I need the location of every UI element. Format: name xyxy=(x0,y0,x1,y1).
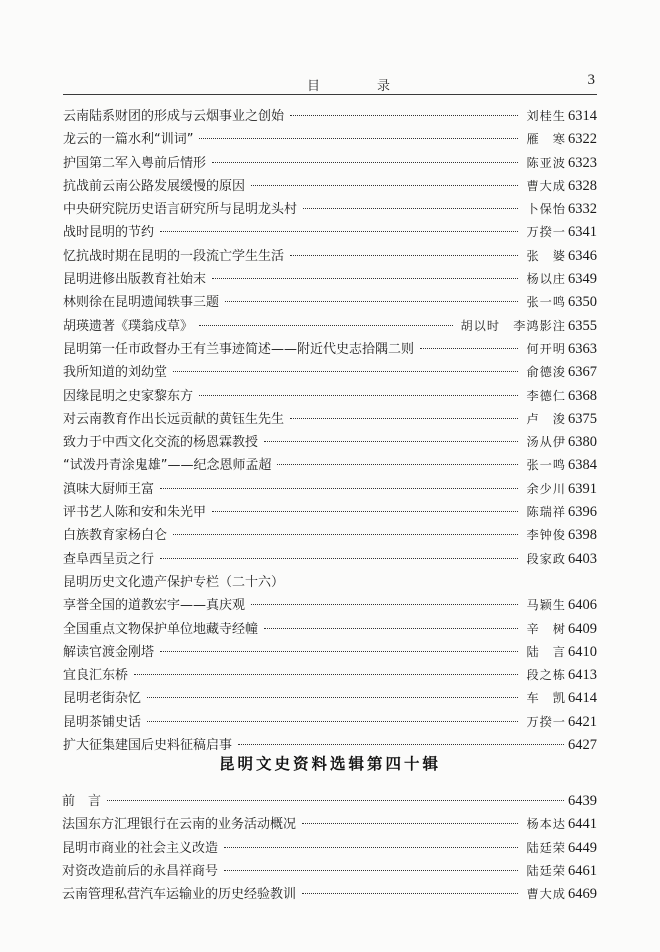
dot-leader xyxy=(302,892,518,894)
entry-page-number: 6368 xyxy=(568,387,597,404)
dot-leader xyxy=(147,720,518,722)
entry-page-number: 6363 xyxy=(568,340,597,357)
dot-leader xyxy=(160,230,518,232)
entry-author: 何开明 xyxy=(526,341,566,356)
entry-title: 我所知道的刘幼堂 xyxy=(63,365,168,381)
entry-title: 护国第二军入粤前后情形 xyxy=(63,155,207,171)
dot-leader xyxy=(199,394,518,396)
entry-title: “试泼丹青涂鬼雄”——纪念恩师孟超 xyxy=(63,458,272,474)
entry-page-number: 6410 xyxy=(568,643,597,660)
entry-author: 张一鸣 xyxy=(526,295,566,310)
entry-title: 云南管理私营汽车运输业的历史经验教训 xyxy=(62,887,297,903)
toc-entry[interactable] xyxy=(63,641,597,664)
entry-title: 昆明茶铺史话 xyxy=(63,714,142,730)
dot-leader xyxy=(264,627,518,629)
toc-entry[interactable] xyxy=(63,152,597,175)
entry-page-number: 6332 xyxy=(568,201,597,218)
entry-title: 昆明历史文化遗产保护专栏（二十六） xyxy=(63,574,285,590)
entry-author: 李钟俊 xyxy=(526,528,566,543)
entry-page-number: 6367 xyxy=(568,364,597,381)
entry-page-number: 6414 xyxy=(568,690,597,707)
entry-page-number: 6355 xyxy=(568,317,597,334)
toc-entry[interactable] xyxy=(63,385,597,408)
dot-leader xyxy=(224,869,518,871)
entry-title: 对云南教育作出长远贡献的黄钰生先生 xyxy=(63,411,285,427)
entry-title: 中央研究院历史语言研究所与昆明龙头村 xyxy=(63,202,298,218)
dot-leader xyxy=(160,557,518,559)
entry-title: 滇味大厨师王富 xyxy=(63,481,155,497)
entry-author: 辛 树 xyxy=(526,621,566,636)
dot-leader xyxy=(277,463,518,465)
entry-author: 杨以庄 xyxy=(526,272,566,287)
entry-page-number: 6328 xyxy=(568,177,597,194)
entry-page-number: 6449 xyxy=(568,839,597,856)
entry-author: 段之栋 xyxy=(526,668,566,683)
entry-page-number: 6421 xyxy=(568,713,597,730)
toc-entry[interactable] xyxy=(63,198,597,221)
entry-page-number: 6391 xyxy=(568,480,597,497)
entry-author: 万揆一 xyxy=(526,225,566,240)
toc-entry[interactable] xyxy=(63,664,597,687)
entry-title: 评书艺人陈和安和朱光甲 xyxy=(63,505,207,521)
toc-entry[interactable] xyxy=(62,813,597,836)
entry-author: 陆廷荣 xyxy=(526,863,566,878)
toc-entry[interactable] xyxy=(63,618,597,641)
entry-page-number: 6396 xyxy=(568,504,597,521)
entry-title: 昆明第一任市政督办王有兰事迹简述——附近代史志拾隅二则 xyxy=(63,341,415,357)
entry-title: 查阜西呈贡之行 xyxy=(63,551,155,567)
dot-leader xyxy=(199,137,518,139)
dot-leader xyxy=(303,207,518,209)
toc-section-1 xyxy=(63,105,597,757)
toc-entry[interactable] xyxy=(62,883,597,906)
dot-leader xyxy=(238,743,564,745)
entry-title: 战时昆明的节约 xyxy=(63,225,155,241)
toc-entry[interactable] xyxy=(63,221,597,244)
entry-title: 林则徐在昆明遗闻轶事三题 xyxy=(63,295,220,311)
entry-page-number: 6375 xyxy=(568,410,597,427)
entry-author: 万揆一 xyxy=(526,714,566,729)
entry-title: 扩大征集建国后史料征稿启事 xyxy=(63,738,233,754)
entry-title: 享誉全国的道教宏宇——真庆观 xyxy=(63,598,246,614)
entry-title: 昆明老街杂忆 xyxy=(63,691,142,707)
dot-leader xyxy=(225,300,518,302)
entry-page-number: 6314 xyxy=(568,108,597,124)
page-header xyxy=(63,72,597,95)
entry-page-number: 6350 xyxy=(568,294,597,311)
entry-author: 胡以时 李鸿影注 xyxy=(460,318,566,333)
entry-author: 段家政 xyxy=(526,551,566,566)
entry-title: 忆抗战时期在昆明的一段流亡学生生活 xyxy=(63,248,285,264)
toc-section-2 xyxy=(62,790,597,906)
entry-title: 因缘昆明之史家黎东方 xyxy=(63,388,194,404)
toc-entry[interactable] xyxy=(63,594,597,617)
entry-page-number: 6439 xyxy=(568,793,597,809)
entry-page-number: 6427 xyxy=(568,737,597,754)
entry-title: 解读官渡金刚塔 xyxy=(63,644,155,660)
toc-entry[interactable] xyxy=(63,361,597,384)
toc-entry[interactable] xyxy=(63,291,597,314)
entry-author: 卜保怡 xyxy=(526,202,566,217)
toc-entry[interactable] xyxy=(63,687,597,710)
entry-title: 对资改造前后的永昌祥商号 xyxy=(62,863,219,879)
entry-author: 张 婆 xyxy=(526,248,566,263)
entry-page-number: 6406 xyxy=(568,597,597,614)
entry-title: 法国东方汇理银行在云南的业务活动概况 xyxy=(62,817,297,833)
entry-author: 马颖生 xyxy=(526,598,566,613)
toc-entry[interactable] xyxy=(63,128,597,151)
entry-author: 陈瑞祥 xyxy=(526,505,566,520)
entry-author: 陆 言 xyxy=(526,644,566,659)
entry-page-number: 6323 xyxy=(568,154,597,171)
entry-author: 杨本达 xyxy=(526,817,566,832)
entry-page-number: 6409 xyxy=(568,620,597,637)
dot-leader xyxy=(212,510,518,512)
page-number: 3 xyxy=(587,72,595,88)
entry-author: 俞德浚 xyxy=(526,365,566,380)
dot-leader xyxy=(147,696,518,698)
toc-entry[interactable] xyxy=(63,501,597,524)
dot-leader xyxy=(212,161,518,163)
entry-author: 车 凯 xyxy=(526,691,566,706)
toc-subheading[interactable] xyxy=(63,571,597,594)
toc-entry[interactable] xyxy=(62,860,597,883)
entry-author: 陈亚波 xyxy=(526,155,566,170)
entry-page-number: 6341 xyxy=(568,224,597,241)
dot-leader xyxy=(224,846,518,848)
dot-leader xyxy=(302,822,518,824)
entry-author: 李德仁 xyxy=(526,388,566,403)
entry-page-number: 6322 xyxy=(568,131,597,148)
toc-entry[interactable] xyxy=(62,790,597,813)
toc-entry[interactable] xyxy=(63,478,597,501)
dot-leader xyxy=(290,114,518,116)
toc-entry[interactable] xyxy=(63,105,597,128)
toc-entry[interactable] xyxy=(63,431,597,454)
dot-leader xyxy=(160,650,518,652)
entry-title: 前 言 xyxy=(62,794,102,809)
dot-leader xyxy=(251,184,518,186)
toc-entry[interactable] xyxy=(63,408,597,431)
entry-page-number: 6403 xyxy=(568,550,597,567)
entry-page-number: 6380 xyxy=(568,434,597,451)
toc-entry[interactable] xyxy=(63,315,597,338)
toc-entry[interactable] xyxy=(63,268,597,291)
entry-title: 昆明进修出版教育社始末 xyxy=(63,272,207,288)
entry-author: 曹大成 xyxy=(526,887,566,902)
toc-entry[interactable] xyxy=(63,245,597,268)
dot-leader xyxy=(290,417,518,419)
dot-leader xyxy=(420,347,518,349)
entry-author: 刘桂生 xyxy=(526,109,566,123)
running-header-title: 目 录 xyxy=(307,79,413,94)
entry-author: 陆廷荣 xyxy=(526,840,566,855)
dot-leader xyxy=(290,254,518,256)
entry-page-number: 6398 xyxy=(568,527,597,544)
section-title: 昆明文史资料选辑第四十辑 xyxy=(218,754,441,773)
toc-entry[interactable] xyxy=(63,711,597,734)
entry-title: 云南陆系财团的形成与云烟事业之创始 xyxy=(63,109,285,124)
dot-leader xyxy=(107,799,564,801)
dot-leader xyxy=(173,533,518,535)
toc-entry[interactable] xyxy=(63,524,597,547)
dot-leader xyxy=(251,603,518,605)
entry-page-number: 6469 xyxy=(568,886,597,903)
dot-leader xyxy=(134,673,518,675)
toc-entry[interactable] xyxy=(63,454,597,477)
toc-entry[interactable] xyxy=(63,175,597,198)
dot-leader xyxy=(173,370,518,372)
entry-title: 致力于中西文化交流的杨恩霖教授 xyxy=(63,435,259,451)
entry-author: 余少川 xyxy=(526,481,566,496)
toc-entry[interactable] xyxy=(62,837,597,860)
dot-leader xyxy=(212,277,518,279)
entry-author: 张一鸣 xyxy=(526,458,566,473)
entry-author: 曹大成 xyxy=(526,178,566,193)
entry-page-number: 6461 xyxy=(568,862,597,879)
entry-page-number: 6413 xyxy=(568,667,597,684)
entry-page-number: 6349 xyxy=(568,271,597,288)
toc-entry[interactable] xyxy=(63,548,597,571)
entry-title: 昆明市商业的社会主义改造 xyxy=(62,840,219,856)
entry-title: 宜良汇东桥 xyxy=(63,668,129,684)
dot-leader xyxy=(264,440,518,442)
dot-leader xyxy=(199,324,452,326)
entry-author: 汤从伊 xyxy=(526,435,566,450)
entry-title: 抗战前云南公路发展缓慢的原因 xyxy=(63,178,246,194)
entry-title: 白族教育家杨白仑 xyxy=(63,528,168,544)
entry-page-number: 6346 xyxy=(568,247,597,264)
entry-author: 卢 浚 xyxy=(526,411,566,426)
entry-author: 雁 寒 xyxy=(526,132,566,147)
dot-leader xyxy=(160,487,518,489)
entry-page-number: 6384 xyxy=(568,457,597,474)
entry-title: 龙云的一篇水利“训词” xyxy=(63,132,194,148)
entry-page-number: 6441 xyxy=(568,816,597,833)
toc-entry[interactable] xyxy=(63,338,597,361)
entry-title: 全国重点文物保护单位地藏寺经幢 xyxy=(63,621,259,637)
entry-title: 胡瑛遗著《璞翁戍草》 xyxy=(63,318,194,334)
